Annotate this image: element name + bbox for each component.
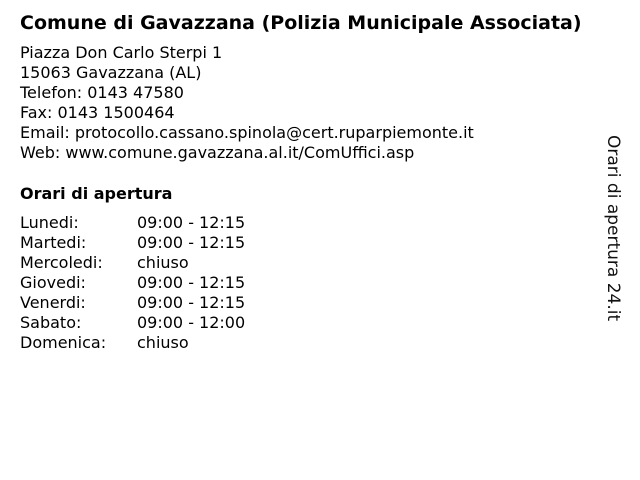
day-label: Domenica: (20, 333, 107, 352)
time-value: chiuso (137, 253, 189, 272)
time-value: chiuso (137, 333, 189, 352)
time-value: 09:00 - 12:15 (137, 233, 246, 252)
web-line: Web: www.comune.gavazzana.al.it/ComUffici.asp (20, 143, 415, 162)
site-watermark: Orari di apertura 24.it (603, 135, 623, 322)
day-label: Sabato: (20, 313, 82, 332)
hours-row-wednesday (20, 253, 320, 273)
opening-hours-list (20, 213, 320, 353)
day-label: Venerdi: (20, 293, 86, 312)
city-line: 15063 Gavazzana (AL) (20, 63, 202, 82)
day-label: Lunedi: (20, 213, 79, 232)
time-value: 09:00 - 12:15 (137, 273, 246, 292)
address-line: Piazza Don Carlo Sterpi 1 (20, 43, 223, 62)
day-label: Martedi: (20, 233, 87, 252)
time-value: 09:00 - 12:15 (137, 293, 246, 312)
email-line: Email: protocollo.cassano.spinola@cert.ruparpiemonte.it (20, 123, 474, 142)
hours-row-sunday (20, 333, 320, 353)
hours-row-saturday (20, 313, 320, 333)
hours-row-friday (20, 293, 320, 313)
time-value: 09:00 - 12:15 (137, 213, 246, 232)
opening-hours-heading: Orari di apertura (20, 184, 173, 203)
time-value: 09:00 - 12:00 (137, 313, 246, 332)
hours-row-tuesday (20, 233, 320, 253)
contact-info (20, 43, 474, 163)
phone-line: Telefon: 0143 47580 (20, 83, 184, 102)
fax-line: Fax: 0143 1500464 (20, 103, 175, 122)
page-title: Comune di Gavazzana (Polizia Municipale Associata) (20, 12, 582, 34)
day-label: Mercoledi: (20, 253, 103, 272)
day-label: Giovedi: (20, 273, 86, 292)
hours-row-monday (20, 213, 320, 233)
hours-row-thursday (20, 273, 320, 293)
